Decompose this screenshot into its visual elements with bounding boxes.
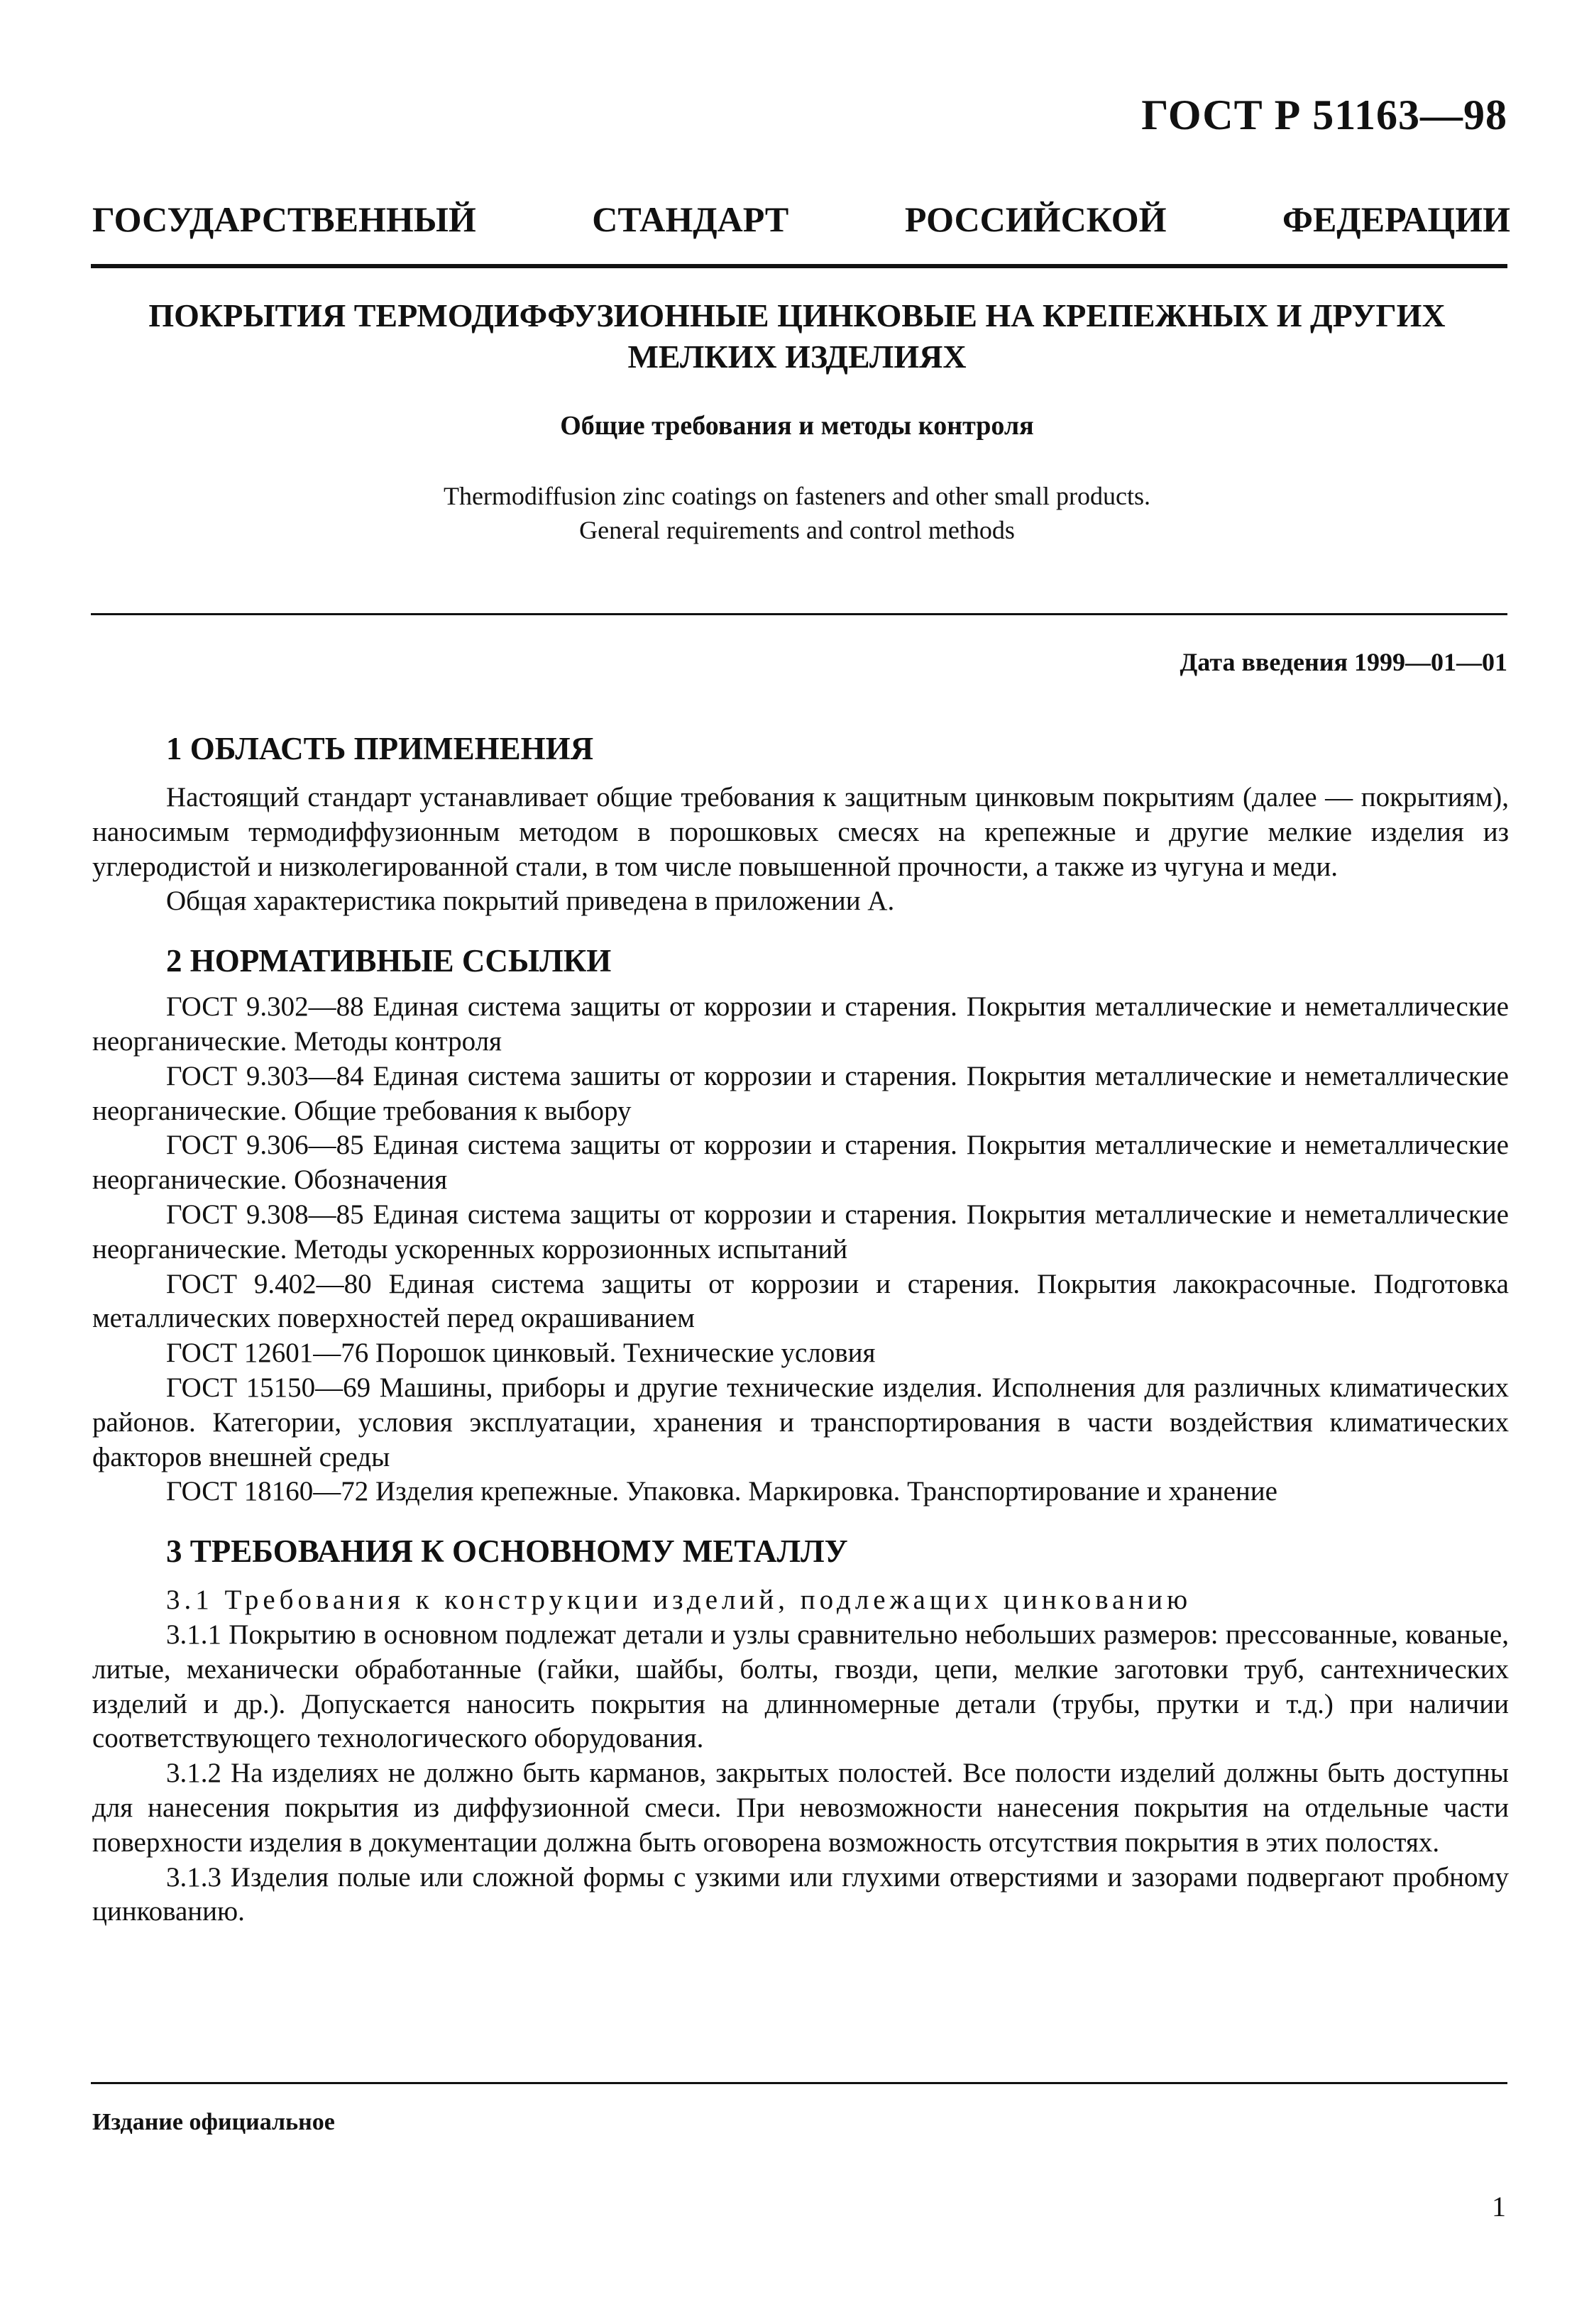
header-divider	[91, 264, 1507, 268]
page-number: 1	[1492, 2191, 1506, 2223]
title-line-1: ПОКРЫТИЯ ТЕРМОДИФФУЗИОННЫЕ ЦИНКОВЫЕ НА КРЕПЕЖНЫХ И ДРУГИХ	[148, 297, 1446, 334]
normative-references-list	[92, 990, 1509, 1509]
standard-designation: ГОСТ Р 51163—98	[1141, 92, 1507, 138]
reference-item: ГОСТ 9.306—85 Единая система защиты от коррозии и старения. Покрытия металлические и неметаллические неорганические. Обозначения	[92, 1130, 1509, 1196]
state-standard-banner: ГОСУДАРСТВЕННЫЙ СТАНДАРТ РОССИЙСКОЙ ФЕДЕРАЦИИ	[92, 199, 1510, 239]
reference-item: ГОСТ 9.308—85 Единая система защиты от коррозии и старения. Покрытия металлические и неметаллические неорганические. Методы ускоренных коррозионных испытаний	[92, 1199, 1509, 1265]
english-title-line-2: General requirements and control methods	[579, 516, 1015, 544]
subsection-3-1-heading: 3.1 Требования к конструкции изделий, подлежащих цинкованию	[166, 1585, 1192, 1616]
reference-item: ГОСТ 9.303—84 Единая система зашиты от коррозии и старения. Покрытия металлические и неметаллические неорганические. Общие требования к выбору	[92, 1060, 1509, 1126]
reference-item: ГОСТ 9.402—80 Единая система защиты от коррозии и старения. Покрытия лакокрасочные. Подготовка металлических поверхностей перед окрашиванием	[92, 1268, 1509, 1334]
title-line-2: МЕЛКИХ ИЗДЕЛИЯХ	[627, 338, 967, 375]
section-3-heading: 3 ТРЕБОВАНИЯ К ОСНОВНОМУ МЕТАЛЛУ	[166, 1533, 848, 1570]
official-edition-note: Издание официальное	[92, 2109, 335, 2135]
clause-3-1-3: 3.1.3 Изделия полые или сложной формы с узкими или глухими отверстиями и зазорами подвергают пробному цинкованию.	[92, 1861, 1509, 1927]
section-2-heading: 2 НОРМАТИВНЫЕ ССЫЛКИ	[166, 943, 612, 979]
section-1-paragraph-1: Настоящий стандарт устанавливает общие требования к защитным цинковым покрытиям (далее — покрытиям), наносимым термодиффузионным методом в порошковых смесях на крепежные и другие мелкие изделия из углеродистой и низколегированной стали, в том числе повышенной прочности, а также из чугуна и меди.	[92, 782, 1509, 882]
document-subtitle: Общие требования и методы контроля	[560, 411, 1034, 441]
english-title-line-1: Thermodiffusion zinc coatings on fasteners and other small products.	[443, 482, 1151, 510]
section-1-heading: 1 ОБЛАСТЬ ПРИМЕНЕНИЯ	[166, 731, 594, 766]
reference-item: ГОСТ 12601—76 Порошок цинковый. Технические условия	[166, 1338, 876, 1369]
footer-divider	[91, 2082, 1507, 2084]
reference-item: ГОСТ 15150—69 Машины, приборы и другие технические изделия. Исполнения для различных климатических районов. Категории, условия эксплуатации, хранения и транспортирования в части воздействия климатических факторов внешней среды	[92, 1372, 1509, 1472]
body-text	[92, 728, 1509, 1929]
section-1-paragraph-2: Общая характеристика покрытий приведена в приложении А.	[166, 886, 895, 917]
introduction-date: Дата введения 1999—01—01	[1180, 648, 1507, 676]
title-divider	[91, 613, 1507, 615]
english-title	[128, 479, 1466, 547]
reference-item: ГОСТ 9.302—88 Единая система защиты от коррозии и старения. Покрытия металлические и неметаллические неорганические. Методы контроля	[92, 991, 1509, 1057]
document-title	[128, 295, 1466, 378]
clause-3-1-2: 3.1.2 На изделиях не должно быть карманов, закрытых полостей. Все полости изделий должны быть доступны для нанесения покрытия из диффузионной смеси. При невозможности нанесения покрытия на отдельные части поверхности изделия в документации должна быть оговорена возможность отсутствия покрытия в этих полостях.	[92, 1758, 1509, 1858]
reference-item: ГОСТ 18160—72 Изделия крепежные. Упаковка. Маркировка. Транспортирование и хранение	[166, 1476, 1277, 1507]
clause-3-1-1: 3.1.1 Покрытию в основном подлежат детали и узлы сравнительно небольших размеров: прессованные, кованые, литые, механически обработанные (гайки, шайбы, болты, гвозди, цепи, мелкие заготовки труб, сантехнических изделий и др.). Допускается наносить покрытия на длинномерные детали (трубы, прутки и т.д.) при наличии соответствующего технологического оборудования.	[92, 1619, 1509, 1754]
